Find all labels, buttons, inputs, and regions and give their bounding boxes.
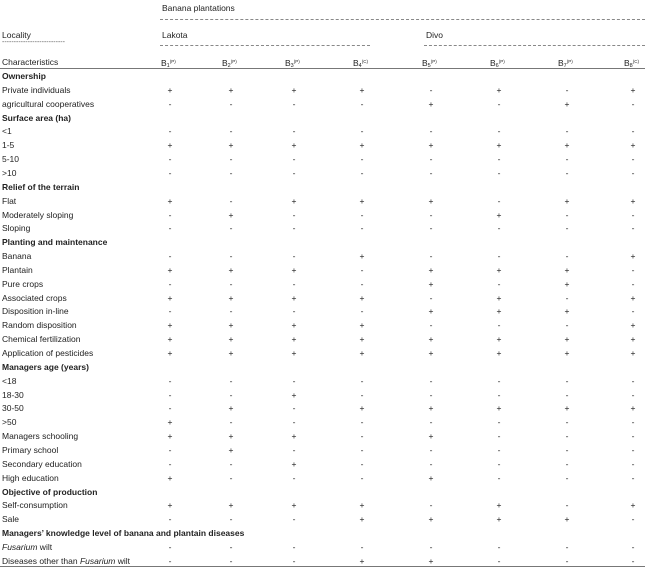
row-label: Flat <box>2 195 17 206</box>
table-cell: + <box>228 348 234 358</box>
bottom-rule <box>0 566 645 567</box>
row-label: Application of pesticides <box>2 348 94 358</box>
column-header-rule <box>0 68 645 69</box>
table-cell: - <box>631 209 635 220</box>
column-header: $B_7^{(P)}$ <box>558 58 573 69</box>
table-cell: + <box>167 334 173 345</box>
table-cell: - <box>168 375 172 386</box>
row-label: Private individuals <box>2 84 71 95</box>
table-cell: + <box>428 431 434 442</box>
table-cell: - <box>168 458 172 469</box>
table-cell: - <box>229 98 233 109</box>
row-label: 5-10 <box>2 154 20 165</box>
table-cell: + <box>167 292 173 303</box>
table-cell: + <box>359 514 365 525</box>
table-cell: + <box>564 514 570 525</box>
table-cell: + <box>496 500 502 511</box>
table-cell: - <box>229 306 233 317</box>
section-heading: Relief of the terrain <box>2 181 80 192</box>
table-cell: - <box>429 389 433 400</box>
table-cell: + <box>630 251 636 262</box>
table-cell: - <box>497 195 501 206</box>
table-cell: - <box>168 251 172 262</box>
table-cell: - <box>360 264 364 275</box>
table-cell: - <box>360 278 364 289</box>
table-cell: - <box>360 98 364 109</box>
table-cell: + <box>630 84 636 95</box>
table-cell: - <box>565 209 569 220</box>
row-label: Fusarium wilt <box>2 541 53 552</box>
table-cell: - <box>360 126 364 137</box>
table-cell: + <box>630 320 636 331</box>
table-cell: - <box>360 458 364 469</box>
row-label: Pure crops <box>2 278 44 289</box>
table-cell: - <box>168 541 172 552</box>
table-cell: + <box>428 348 434 358</box>
lakota-header: Lakota <box>162 30 188 40</box>
table-cell: - <box>229 375 233 386</box>
banana-plantations-header: Banana plantations <box>162 3 235 13</box>
table-cell: - <box>565 417 569 428</box>
table-cell: - <box>565 541 569 552</box>
table-cell: - <box>565 154 569 165</box>
table-cell: - <box>168 126 172 137</box>
table-cell: + <box>564 278 570 289</box>
table-cell: + <box>228 292 234 303</box>
table-cell: - <box>292 126 296 137</box>
table-cell: + <box>291 500 297 511</box>
row-label: >10 <box>2 167 17 178</box>
table-cell: - <box>168 389 172 400</box>
table-cell: - <box>292 403 296 414</box>
section-heading: Planting and maintenance <box>2 237 108 248</box>
table-cell: - <box>360 417 364 428</box>
table-cell: - <box>631 417 635 428</box>
table-cell: + <box>428 555 434 566</box>
table-cell: - <box>168 514 172 525</box>
table-cell: - <box>168 209 172 220</box>
table-cell: - <box>292 98 296 109</box>
row-label: Sale <box>2 514 20 525</box>
table-cell: - <box>497 98 501 109</box>
table-cell: + <box>291 389 297 400</box>
table-cell: - <box>631 306 635 317</box>
table-cell: - <box>229 154 233 165</box>
table-cell: - <box>429 375 433 386</box>
table-cell: - <box>631 555 635 566</box>
table-cell: - <box>565 444 569 455</box>
table-cell: + <box>564 306 570 317</box>
table-cell: - <box>429 320 433 331</box>
table-cell: + <box>359 320 365 331</box>
row-label: Secondary education <box>2 458 82 469</box>
table-cell: + <box>291 292 297 303</box>
table-cell: + <box>167 472 173 483</box>
table-cell: - <box>497 167 501 178</box>
table-cell: + <box>291 431 297 442</box>
table-cell: + <box>564 403 570 414</box>
section-heading: Objective of production <box>2 486 98 497</box>
table-cell: - <box>631 389 635 400</box>
table-cell: - <box>168 167 172 178</box>
table-cell: - <box>565 167 569 178</box>
row-label: Sloping <box>2 223 31 234</box>
table-cell: - <box>631 472 635 483</box>
table-cell: + <box>167 195 173 206</box>
table-cell: + <box>428 403 434 414</box>
column-header: $B_6^{(P)}$ <box>490 58 505 69</box>
table-cell: + <box>496 264 502 275</box>
table-cell: - <box>497 458 501 469</box>
table-cell: - <box>229 458 233 469</box>
table-cell: - <box>565 320 569 331</box>
table-cell: + <box>428 514 434 525</box>
table-cell: - <box>292 278 296 289</box>
table-cell: + <box>359 403 365 414</box>
table-cell: - <box>229 126 233 137</box>
table-cell: - <box>360 375 364 386</box>
table-cell: - <box>360 154 364 165</box>
row-label: Primary school <box>2 444 59 455</box>
table-cell: - <box>429 444 433 455</box>
table-cell: - <box>497 444 501 455</box>
table-cell: - <box>631 278 635 289</box>
table-cell: + <box>291 195 297 206</box>
column-header: $B_4^{(C)}$ <box>353 58 368 69</box>
table-cell: - <box>292 306 296 317</box>
row-label: Associated crops <box>2 292 67 303</box>
table-cell: + <box>228 84 234 95</box>
section-heading: Managers age (years) <box>2 361 89 372</box>
row-label: Diseases other than Fusarium wilt <box>2 555 131 566</box>
table-cell: - <box>565 126 569 137</box>
table-cell: - <box>168 444 172 455</box>
table-cell: - <box>497 555 501 566</box>
table-cell: + <box>228 140 234 151</box>
row-label: <1 <box>2 126 12 137</box>
table-cell: + <box>228 500 234 511</box>
row-label: <18 <box>2 375 17 386</box>
table-cell: + <box>428 140 434 151</box>
table-cell: + <box>496 209 502 220</box>
column-header: $B_3^{(P)}$ <box>285 58 300 69</box>
table-cell: - <box>229 417 233 428</box>
table-cell: + <box>496 84 502 95</box>
table-cell: - <box>565 84 569 95</box>
table-cell: + <box>428 472 434 483</box>
table-cell: - <box>497 389 501 400</box>
table-cell: + <box>564 264 570 275</box>
table-cell: - <box>360 389 364 400</box>
table-cell: + <box>630 348 636 358</box>
table-cell: - <box>429 251 433 262</box>
table-cell: - <box>565 431 569 442</box>
table-cell: - <box>429 167 433 178</box>
table-cell: + <box>630 140 636 151</box>
table-cell: + <box>630 403 636 414</box>
table-cell: - <box>168 555 172 566</box>
table-cell: - <box>631 154 635 165</box>
table-cell: + <box>228 403 234 414</box>
table-cell: - <box>229 223 233 234</box>
section-heading: Ownership <box>2 71 46 81</box>
table-cell: + <box>564 98 570 109</box>
table-cell: + <box>167 140 173 151</box>
table-cell: - <box>292 417 296 428</box>
table-cell: - <box>429 84 433 95</box>
row-label: Chemical fertilization <box>2 334 81 345</box>
locality-label: Locality <box>2 30 31 40</box>
table-cell: + <box>359 500 365 511</box>
table-cell: + <box>291 348 297 358</box>
table-cell: - <box>429 292 433 303</box>
table-cell: - <box>631 458 635 469</box>
table-cell: + <box>496 514 502 525</box>
table-cell: - <box>292 555 296 566</box>
table-cell: - <box>229 389 233 400</box>
row-label: 1-5 <box>2 140 15 151</box>
row-label: Disposition in-line <box>2 306 69 317</box>
table-cell: - <box>292 444 296 455</box>
divo-header: Divo <box>426 30 444 40</box>
table-cell: + <box>291 264 297 275</box>
table-cell: - <box>360 209 364 220</box>
table-cell: - <box>631 375 635 386</box>
table-cell: - <box>565 292 569 303</box>
table-cell: - <box>497 375 501 386</box>
table-cell: - <box>565 375 569 386</box>
table-cell: + <box>291 320 297 331</box>
table-cell: - <box>168 154 172 165</box>
table-cell: - <box>497 251 501 262</box>
table-cell: - <box>292 167 296 178</box>
table-cell: - <box>429 417 433 428</box>
table-cell: - <box>292 154 296 165</box>
table-cell: + <box>167 431 173 442</box>
table-cell: - <box>429 154 433 165</box>
table-cell: - <box>292 514 296 525</box>
column-header: $B_5^{(P)}$ <box>422 58 437 69</box>
table-cell: - <box>168 98 172 109</box>
row-label: Self-consumption <box>2 500 68 511</box>
table-cell: - <box>229 541 233 552</box>
table-cell: - <box>497 472 501 483</box>
table-cell: - <box>429 126 433 137</box>
table-cell: + <box>428 98 434 109</box>
table-cell: - <box>292 251 296 262</box>
table-cell: - <box>565 251 569 262</box>
table-cell: - <box>360 306 364 317</box>
table-cell: - <box>429 458 433 469</box>
table-cell: - <box>565 223 569 234</box>
table-cell: + <box>228 431 234 442</box>
row-label: >50 <box>2 417 17 428</box>
table-cell: - <box>229 472 233 483</box>
table-cell: + <box>496 348 502 358</box>
table-cell: - <box>497 541 501 552</box>
table-cell: - <box>229 514 233 525</box>
table-cell: - <box>631 98 635 109</box>
table-cell: - <box>429 500 433 511</box>
table-cell: + <box>630 292 636 303</box>
table-cell: - <box>631 541 635 552</box>
table-cell: + <box>359 251 365 262</box>
table-cell: + <box>228 320 234 331</box>
table-cell: + <box>428 264 434 275</box>
table-cell: - <box>168 306 172 317</box>
table-cell: - <box>565 500 569 511</box>
table-cell: - <box>497 278 501 289</box>
table-cell: + <box>359 292 365 303</box>
table-cell: + <box>496 403 502 414</box>
table-cell: - <box>631 514 635 525</box>
table-cell: + <box>167 500 173 511</box>
table-cell: + <box>228 264 234 275</box>
column-header: $B_8^{(C)}$ <box>624 58 639 69</box>
table-cell: - <box>292 472 296 483</box>
table-cell: - <box>631 167 635 178</box>
row-label: 18-30 <box>2 389 24 400</box>
characteristics-label: Characteristics <box>2 57 59 67</box>
table-cell: - <box>360 167 364 178</box>
table-cell: - <box>429 209 433 220</box>
row-label: Moderately sloping <box>2 209 74 220</box>
table-cell: - <box>631 431 635 442</box>
header-rule <box>160 19 645 20</box>
row-label: Random disposition <box>2 320 77 331</box>
lakota-rule <box>160 45 370 46</box>
table-cell: - <box>631 264 635 275</box>
row-label: Plantain <box>2 264 33 275</box>
table-cell: + <box>630 334 636 345</box>
table-cell: + <box>167 320 173 331</box>
table-cell: - <box>360 541 364 552</box>
table-cell: - <box>168 278 172 289</box>
table-cell: - <box>565 389 569 400</box>
table-cell: - <box>360 444 364 455</box>
table-cell: + <box>428 306 434 317</box>
table-cell: + <box>291 334 297 345</box>
table-cell: + <box>228 444 234 455</box>
table-cell: + <box>428 278 434 289</box>
table-cell: + <box>291 458 297 469</box>
table-cell: - <box>565 458 569 469</box>
table-cell: - <box>565 472 569 483</box>
table-cell: - <box>229 167 233 178</box>
table-cell: - <box>292 375 296 386</box>
table-cell: - <box>168 403 172 414</box>
table-cell: - <box>631 126 635 137</box>
table-cell: + <box>496 140 502 151</box>
table-cell: - <box>360 431 364 442</box>
table-cell: + <box>564 334 570 345</box>
table-cell: + <box>630 500 636 511</box>
row-label: High education <box>2 472 59 483</box>
table-cell: + <box>167 348 173 358</box>
table-cell: + <box>359 84 365 95</box>
table-cell: - <box>229 195 233 206</box>
table-cell: + <box>564 348 570 358</box>
table-cell: + <box>291 84 297 95</box>
table-cell: - <box>497 126 501 137</box>
table-cell: - <box>292 541 296 552</box>
table-cell: + <box>428 334 434 345</box>
table-cell: + <box>291 140 297 151</box>
table-cell: - <box>168 223 172 234</box>
table-cell: - <box>229 278 233 289</box>
table-cell: - <box>229 555 233 566</box>
table-cell: - <box>229 251 233 262</box>
table-cell: + <box>359 140 365 151</box>
table-cell: - <box>360 472 364 483</box>
table-cell: + <box>228 334 234 345</box>
table-cell: + <box>167 417 173 428</box>
locality-dashes: --------------------------- <box>2 39 65 46</box>
row-label: Banana <box>2 251 32 262</box>
table-cell: + <box>359 195 365 206</box>
column-header: $B_1^{(P)}$ <box>161 58 176 69</box>
table-cell: + <box>564 140 570 151</box>
table-cell: - <box>497 431 501 442</box>
table-cell: + <box>630 195 636 206</box>
table-cell: - <box>429 541 433 552</box>
table-cell: + <box>428 195 434 206</box>
table-cell: + <box>359 334 365 345</box>
column-header: $B_2^{(P)}$ <box>222 58 237 69</box>
table-cell: - <box>497 223 501 234</box>
table-cell: + <box>167 264 173 275</box>
table-cell: - <box>360 223 364 234</box>
table-cell: - <box>292 209 296 220</box>
divo-rule <box>424 45 645 46</box>
table-cell: - <box>497 417 501 428</box>
table-cell: + <box>359 555 365 566</box>
table-cell: + <box>167 84 173 95</box>
table-cell: + <box>496 334 502 345</box>
table-cell: + <box>228 209 234 220</box>
table-cell: - <box>497 320 501 331</box>
row-label: 30-50 <box>2 403 24 414</box>
table-cell: - <box>631 223 635 234</box>
table-cell: + <box>564 195 570 206</box>
table-cell: - <box>631 444 635 455</box>
table-cell: - <box>565 555 569 566</box>
table-cell: + <box>496 292 502 303</box>
table-cell: + <box>359 348 365 358</box>
table-cell: + <box>496 306 502 317</box>
section-heading: Surface area (ha) <box>2 112 71 123</box>
table-cell: - <box>292 223 296 234</box>
row-label: agricultural cooperatives <box>2 98 95 109</box>
table-cell: - <box>429 223 433 234</box>
table-cell: - <box>497 154 501 165</box>
section-heading: Managers’ knowledge level of banana and plantain diseases <box>2 528 245 539</box>
row-label: Managers schooling <box>2 431 79 442</box>
